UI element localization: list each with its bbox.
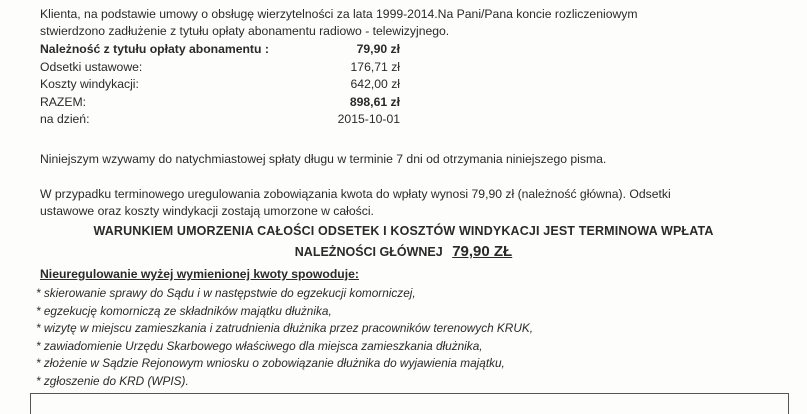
amount-value: 79,90 zł [356,42,400,57]
amount-row-costs [40,76,420,94]
demand-paragraph: Niniejszym wzywamy do natychmiastowej spłaty długu w terminie 7 dni od otrzymania niniejszego pisma. [40,152,607,166]
amount-value: 176,71 zł [350,59,400,74]
intro-line-2: stwierdzono zadłużenie z tytułu opłaty abonamentu radiowo - telewizyjnego. [40,24,450,38]
list-item: * wizytę w miejscu zamieszkania i zatrudnienia dłużnika przez pracowników terenowych KRUK, [36,321,533,335]
notice-line-2: ustawowe oraz koszty windykacji zostają umorzone w całości. [40,204,374,218]
list-item: * zawiadomienie Urzędu Skarbowego właściwego dla miejsca zamieszkania dłużnika, [36,338,483,353]
payment-box-border [30,393,789,414]
amount-row-interest [40,59,420,77]
list-item: * złożenie w Sądzie Rejonowym wniosku o zobowiązanie dłużnika do wyjawienia majątku, [36,356,505,370]
notice-line-1: W przypadku terminowego uregulowania zobowiązania kwota do wpłaty wynosi 79,90 zł (należność główna). Odsetki [40,187,671,201]
notice-paragraph [40,186,780,220]
consequences-list [36,285,533,390]
amount-label: Należność z tytułu opłaty abonamentu : [40,42,269,57]
heading-amount: 79,90 ZŁ [452,243,513,260]
list-item: * zgłoszenie do KRD (WPIS). [36,373,189,388]
amount-label: na dzień: [40,112,90,127]
heading-text: NALEŻNOŚCI GŁÓWNEJ [294,245,443,259]
condition-heading-line-2 [0,243,807,261]
amount-value: 2015-10-01 [337,112,400,127]
list-item: * skierowanie sprawy do Sądu i w następstwie do egzekucji komorniczej, [36,286,416,300]
intro-paragraph [40,6,780,40]
list-item: * egzekucję komorniczą ze składników majątku dłużnika, [36,303,332,318]
amount-row-principal [40,41,420,59]
intro-line-1: Klienta, na podstawie umowy o obsługę wierzytelności za lata 1999-2014.Na Pani/Pana koncie rozliczeniowym [40,7,638,21]
amount-label: Odsetki ustawowe: [40,59,143,74]
amount-label: Koszty windykacji: [40,77,139,92]
condition-heading-line-1: WARUNKIEM UMORZENIA CAŁOŚCI ODSETEK I KOSZTÓW WINDYKACJI JEST TERMINOWA WPŁATA [93,224,714,238]
amount-row-total [40,94,420,112]
amount-value: 642,00 zł [350,77,400,92]
consequences-title: Nieuregulowanie wyżej wymienionej kwoty spowoduje: [40,267,359,281]
amount-value: 898,61 zł [349,94,400,109]
amount-row-date [40,111,420,129]
amounts-table [40,41,420,129]
amount-label: RAZEM: [40,94,87,109]
